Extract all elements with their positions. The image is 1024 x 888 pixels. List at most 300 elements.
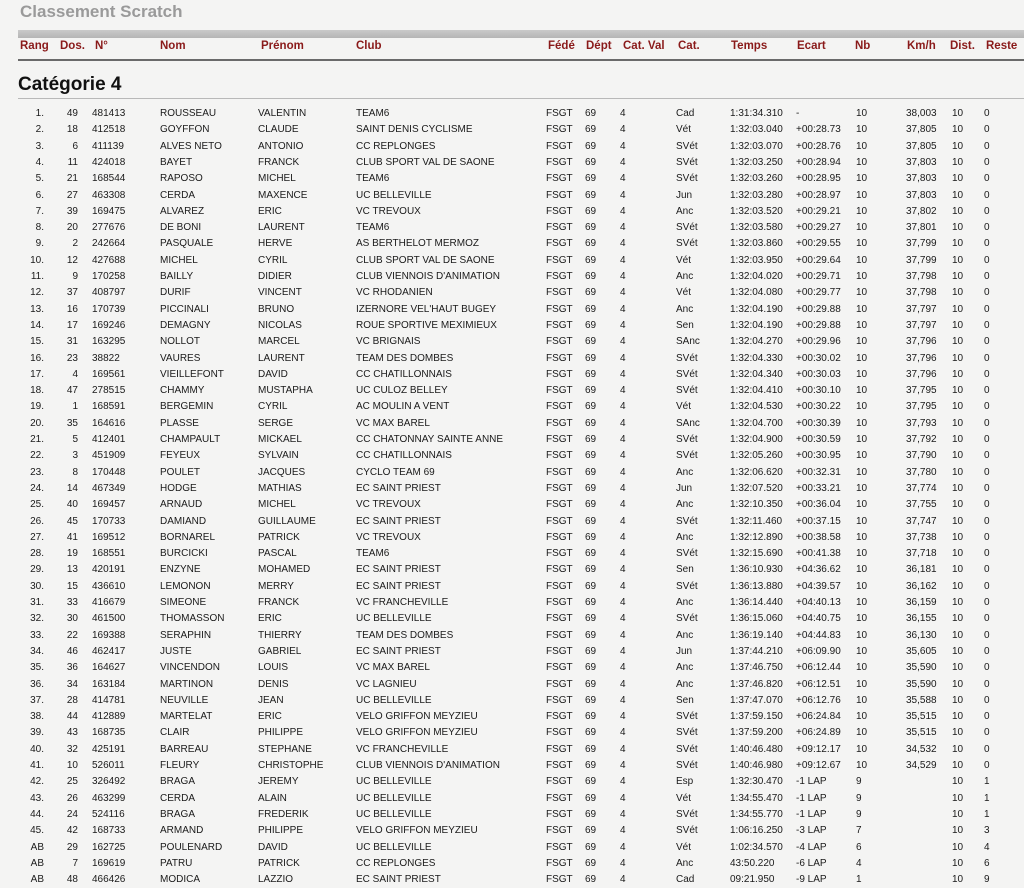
- reste-cell: 0: [984, 140, 990, 152]
- rang-cell: AB: [30, 841, 44, 853]
- dist-cell: 10: [952, 808, 964, 820]
- dossard-cell: 27: [66, 189, 78, 201]
- fede-cell: FSGT: [546, 743, 573, 755]
- ecart-cell: +00:30.59: [796, 434, 841, 445]
- rang-cell: 18.: [30, 385, 44, 397]
- club-cell: UC BELLEVILLE: [356, 776, 432, 788]
- nom-cell: CLAIR: [160, 727, 190, 739]
- catval-cell: 4: [620, 597, 626, 608]
- ecart-cell: +00:32.31: [796, 466, 841, 478]
- club-cell: CLUB VIENNOIS D'ANIMATION: [356, 760, 500, 771]
- nom-cell: THOMASSON: [160, 613, 225, 625]
- rang-cell: 30.: [30, 580, 44, 592]
- dept-cell: 69: [585, 825, 597, 837]
- catval-cell: 4: [620, 319, 626, 331]
- temps-cell: 1:40:46.980: [730, 760, 783, 771]
- kmh-cell: 37,747: [906, 515, 937, 527]
- licence-cell: 326492: [92, 776, 126, 788]
- dist-cell: 10: [952, 271, 964, 282]
- temps-cell: 1:32:04.020: [730, 271, 783, 282]
- rang-cell: 41.: [30, 760, 44, 771]
- dist-cell: 10: [952, 287, 964, 299]
- prenom-cell: SYLVAIN: [258, 450, 299, 462]
- rang-cell: 8.: [35, 222, 44, 234]
- nb-cell: 10: [856, 319, 868, 331]
- table-row: [0, 514, 1024, 530]
- nom-cell: VAURES: [160, 352, 201, 364]
- club-cell: VC TREVOUX: [356, 531, 421, 543]
- kmh-cell: 37,795: [906, 385, 937, 397]
- temps-cell: 1:37:59.200: [730, 727, 783, 739]
- club-cell: CLUB SPORT VAL DE SAONE: [356, 156, 495, 168]
- reste-cell: 0: [984, 336, 990, 348]
- nb-cell: 6: [856, 841, 862, 853]
- rang-cell: 31.: [30, 597, 44, 608]
- club-cell: VC RHODANIEN: [356, 287, 433, 299]
- dept-cell: 69: [585, 580, 597, 592]
- cat-cell: Cad: [676, 874, 695, 886]
- cat-cell: SVét: [676, 743, 698, 755]
- kmh-cell: 36,162: [906, 580, 937, 592]
- nom-cell: ALVES NETO: [160, 140, 222, 152]
- licence-cell: 169512: [92, 531, 126, 543]
- catval-cell: 4: [620, 629, 626, 641]
- reste-cell: 3: [984, 825, 990, 837]
- fede-cell: FSGT: [546, 368, 573, 380]
- dist-cell: 10: [952, 156, 964, 168]
- nom-cell: SERAPHIN: [160, 629, 212, 641]
- nb-cell: 10: [856, 401, 868, 413]
- dossard-cell: 47: [66, 385, 78, 397]
- rang-cell: 10.: [30, 254, 44, 266]
- club-cell: EC SAINT PRIEST: [356, 515, 441, 527]
- catval-cell: 4: [620, 108, 626, 119]
- fede-cell: FSGT: [546, 694, 573, 706]
- fede-cell: FSGT: [546, 874, 573, 886]
- nom-cell: BERGEMIN: [160, 401, 214, 413]
- nb-cell: 10: [856, 124, 868, 136]
- catval-cell: 4: [620, 303, 626, 315]
- prenom-cell: PASCAL: [258, 548, 297, 560]
- nom-cell: BRAGA: [160, 808, 196, 820]
- fede-cell: FSGT: [546, 760, 573, 771]
- dist-cell: 10: [952, 857, 964, 869]
- rang-cell: AB: [30, 874, 44, 886]
- kmh-cell: 37,799: [906, 254, 937, 266]
- table-row: [0, 497, 1024, 513]
- dist-cell: 10: [952, 711, 964, 723]
- nb-cell: 9: [856, 792, 862, 804]
- kmh-cell: 35,588: [906, 694, 937, 706]
- nb-cell: 10: [856, 531, 868, 543]
- cat-cell: Anc: [676, 597, 694, 608]
- nom-cell: ARMAND: [160, 825, 204, 837]
- nb-cell: 10: [856, 271, 868, 282]
- dist-cell: 10: [952, 173, 964, 185]
- rang-cell: 17.: [30, 368, 44, 380]
- ecart-cell: +00:28.97: [796, 189, 841, 201]
- table-row: [0, 677, 1024, 693]
- club-cell: VC FRANCHEVILLE: [356, 597, 449, 608]
- fede-cell: FSGT: [546, 678, 573, 690]
- prenom-cell: FRANCK: [258, 597, 300, 608]
- fede-cell: FSGT: [546, 189, 573, 201]
- club-cell: TEAM DES DOMBES: [356, 352, 454, 364]
- dossard-cell: 7: [72, 857, 78, 869]
- kmh-cell: 37,805: [906, 124, 937, 136]
- nom-cell: FEYEUX: [160, 450, 201, 462]
- nb-cell: 10: [856, 645, 868, 657]
- cat-cell: SVét: [676, 140, 698, 152]
- fede-cell: FSGT: [546, 499, 573, 511]
- prenom-cell: NICOLAS: [258, 319, 302, 331]
- table-row: [0, 236, 1024, 252]
- licence-cell: 424018: [92, 156, 126, 168]
- dossard-cell: 49: [66, 108, 78, 119]
- nom-cell: BORNAREL: [160, 531, 216, 543]
- rang-cell: 44.: [30, 808, 44, 820]
- catval-cell: 4: [620, 515, 626, 527]
- fede-cell: FSGT: [546, 336, 573, 348]
- cat-cell: SVét: [676, 613, 698, 625]
- nom-cell: CERDA: [160, 189, 196, 201]
- catval-cell: 4: [620, 140, 626, 152]
- club-cell: UC BELLEVILLE: [356, 808, 432, 820]
- dist-cell: 10: [952, 466, 964, 478]
- table-row: [0, 318, 1024, 334]
- fede-cell: FSGT: [546, 841, 573, 853]
- dist-cell: 10: [952, 499, 964, 511]
- club-cell: CC CHATILLONNAIS: [356, 368, 452, 380]
- catval-cell: 4: [620, 662, 626, 674]
- club-cell: VELO GRIFFON MEYZIEU: [356, 727, 478, 739]
- nom-cell: CERDA: [160, 792, 196, 804]
- temps-cell: 1:32:04.900: [730, 434, 783, 445]
- licence-cell: 169457: [92, 499, 126, 511]
- dossard-cell: 35: [66, 417, 78, 429]
- catval-cell: 4: [620, 173, 626, 185]
- dist-cell: 10: [952, 580, 964, 592]
- temps-cell: 1:32:03.280: [730, 189, 783, 201]
- reste-cell: 0: [984, 189, 990, 201]
- temps-cell: 1:32:03.520: [730, 205, 783, 217]
- prenom-cell: LAURENT: [258, 352, 305, 364]
- dossard-cell: 12: [66, 254, 78, 266]
- temps-cell: 1:32:04.530: [730, 401, 783, 413]
- temps-cell: 1:32:04.190: [730, 319, 783, 331]
- prenom-cell: DAVID: [258, 368, 288, 380]
- rang-cell: 14.: [30, 319, 44, 331]
- club-cell: CC REPLONGES: [356, 857, 436, 869]
- nb-cell: 10: [856, 450, 868, 462]
- ecart-cell: +00:29.88: [796, 303, 841, 315]
- ecart-cell: +00:28.94: [796, 156, 841, 168]
- table-row: [0, 334, 1024, 350]
- club-cell: TEAM DES DOMBES: [356, 629, 454, 641]
- dist-cell: 10: [952, 727, 964, 739]
- dept-cell: 69: [585, 499, 597, 511]
- catval-cell: 4: [620, 499, 626, 511]
- licence-cell: 427688: [92, 254, 126, 266]
- club-cell: VC MAX BAREL: [356, 417, 430, 429]
- prenom-cell: LAZZIO: [258, 874, 294, 886]
- licence-cell: 164627: [92, 662, 126, 674]
- dept-cell: 69: [585, 124, 597, 136]
- cat-cell: SAnc: [676, 417, 700, 429]
- ecart-cell: +00:29.21: [796, 205, 841, 217]
- nb-cell: 10: [856, 434, 868, 445]
- prenom-cell: MERRY: [258, 580, 294, 592]
- nb-cell: 10: [856, 597, 868, 608]
- licence-cell: 38822: [92, 352, 120, 364]
- kmh-cell: 36,181: [906, 564, 937, 576]
- fede-cell: FSGT: [546, 271, 573, 282]
- cat-cell: SVét: [676, 434, 698, 445]
- licence-cell: 411139: [92, 140, 124, 152]
- ecart-cell: +00:30.39: [796, 417, 841, 429]
- licence-cell: 436610: [92, 580, 126, 592]
- cat-cell: SVét: [676, 760, 698, 771]
- dist-cell: 10: [952, 434, 964, 445]
- reste-cell: 6: [984, 857, 990, 869]
- rang-cell: 4.: [35, 156, 44, 168]
- cat-cell: SVét: [676, 515, 698, 527]
- reste-cell: 1: [984, 776, 990, 788]
- ecart-cell: +04:40.75: [796, 613, 841, 625]
- reste-cell: 0: [984, 222, 990, 234]
- dist-cell: 10: [952, 205, 964, 217]
- rang-cell: 43.: [30, 792, 44, 804]
- ecart-cell: -: [796, 108, 800, 119]
- fede-cell: FSGT: [546, 140, 573, 152]
- licence-cell: 463308: [92, 189, 126, 201]
- reste-cell: 0: [984, 401, 990, 413]
- reste-cell: 0: [984, 711, 990, 723]
- prenom-cell: PATRICK: [258, 531, 300, 543]
- dept-cell: 69: [585, 857, 597, 869]
- nom-cell: LEMONON: [160, 580, 211, 592]
- prenom-cell: LAURENT: [258, 222, 305, 234]
- cat-cell: SVét: [676, 222, 698, 234]
- dist-cell: 10: [952, 874, 964, 886]
- catval-cell: 4: [620, 336, 626, 348]
- nom-cell: ROUSSEAU: [160, 108, 217, 119]
- catval-cell: 4: [620, 694, 626, 706]
- reste-cell: 9: [984, 874, 990, 886]
- reste-cell: 0: [984, 564, 990, 576]
- kmh-cell: 37,755: [906, 499, 937, 511]
- temps-cell: 1:37:46.750: [730, 662, 783, 674]
- dossard-cell: 39: [66, 205, 78, 217]
- dossard-cell: 46: [66, 645, 78, 657]
- rang-cell: 38.: [30, 711, 44, 723]
- reste-cell: 0: [984, 743, 990, 755]
- table-row: [0, 302, 1024, 318]
- fede-cell: FSGT: [546, 401, 573, 413]
- dept-cell: 69: [585, 385, 597, 397]
- club-cell: CLUB VIENNOIS D'ANIMATION: [356, 271, 500, 282]
- table-row: [0, 269, 1024, 285]
- prenom-cell: DIDIER: [258, 271, 292, 282]
- reste-cell: 0: [984, 156, 990, 168]
- fede-cell: FSGT: [546, 108, 573, 119]
- temps-cell: 1:32:10.350: [730, 499, 783, 511]
- reste-cell: 0: [984, 434, 990, 445]
- kmh-cell: 37,793: [906, 417, 937, 429]
- nb-cell: 10: [856, 711, 868, 723]
- prenom-cell: JACQUES: [258, 466, 306, 478]
- prenom-cell: PHILIPPE: [258, 825, 304, 837]
- licence-cell: 467349: [92, 482, 126, 494]
- kmh-cell: 37,803: [906, 189, 937, 201]
- kmh-cell: 35,605: [906, 645, 937, 657]
- reste-cell: 0: [984, 727, 990, 739]
- catval-cell: 4: [620, 417, 626, 429]
- category-rule: [18, 98, 1024, 99]
- club-cell: UC BELLEVILLE: [356, 613, 432, 625]
- club-cell: SAINT DENIS CYCLISME: [356, 124, 473, 136]
- nom-cell: SIMEONE: [160, 597, 207, 608]
- fede-cell: FSGT: [546, 238, 573, 250]
- dept-cell: 69: [585, 401, 597, 413]
- temps-cell: 1:32:03.070: [730, 140, 783, 152]
- cat-cell: SAnc: [676, 336, 700, 348]
- dept-cell: 69: [585, 352, 597, 364]
- temps-cell: 1:32:06.620: [730, 466, 783, 478]
- dept-cell: 69: [585, 108, 597, 119]
- temps-cell: 1:36:19.140: [730, 629, 783, 641]
- dept-cell: 69: [585, 271, 597, 282]
- nom-cell: DE BONI: [160, 222, 202, 234]
- club-cell: IZERNORE VEL'HAUT BUGEY: [356, 303, 497, 315]
- ecart-cell: +04:44.83: [796, 629, 841, 641]
- nb-cell: 10: [856, 564, 868, 576]
- licence-cell: 481413: [92, 108, 126, 119]
- licence-cell: 169619: [92, 857, 126, 869]
- nom-cell: RAPOSO: [160, 173, 203, 185]
- club-cell: TEAM6: [356, 222, 390, 234]
- licence-cell: 524116: [92, 808, 125, 820]
- dept-cell: 69: [585, 678, 597, 690]
- temps-cell: 1:34:55.770: [730, 808, 783, 820]
- header-nom: Nom: [160, 40, 186, 52]
- nb-cell: 10: [856, 580, 868, 592]
- licence-cell: 163295: [92, 336, 126, 348]
- kmh-cell: 37,738: [906, 531, 937, 543]
- cat-cell: Anc: [676, 499, 694, 511]
- kmh-cell: 37,718: [906, 548, 937, 560]
- rang-cell: 21.: [30, 434, 44, 445]
- prenom-cell: DAVID: [258, 841, 288, 853]
- club-cell: VC TREVOUX: [356, 205, 421, 217]
- licence-cell: 466426: [92, 874, 126, 886]
- dossard-cell: 32: [66, 743, 78, 755]
- table-header: [0, 40, 1024, 58]
- nb-cell: 10: [856, 417, 868, 429]
- table-row: [0, 660, 1024, 676]
- nom-cell: BAILLY: [160, 271, 194, 282]
- catval-cell: 4: [620, 792, 626, 804]
- temps-cell: 43:50.220: [730, 857, 775, 869]
- prenom-cell: THIERRY: [258, 629, 302, 641]
- reste-cell: 0: [984, 205, 990, 217]
- kmh-cell: 37,801: [906, 222, 937, 234]
- header-prenom: Prénom: [261, 40, 304, 52]
- dossard-cell: 14: [66, 482, 78, 494]
- licence-cell: 412401: [92, 434, 126, 445]
- ecart-cell: +04:40.13: [796, 597, 841, 608]
- cat-cell: Jun: [676, 645, 693, 657]
- kmh-cell: 36,155: [906, 613, 937, 625]
- kmh-cell: 34,529: [906, 760, 937, 771]
- nom-cell: PATRU: [160, 857, 193, 869]
- dept-cell: 69: [585, 368, 597, 380]
- header-ecart: Ecart: [797, 40, 826, 52]
- rang-cell: 33.: [30, 629, 44, 641]
- cat-cell: SVét: [676, 352, 698, 364]
- club-cell: VELO GRIFFON MEYZIEU: [356, 825, 478, 837]
- dept-cell: 69: [585, 629, 597, 641]
- licence-cell: 425191: [92, 743, 126, 755]
- reste-cell: 0: [984, 662, 990, 674]
- temps-cell: 1:32:05.260: [730, 450, 783, 462]
- cat-cell: SVét: [676, 385, 698, 397]
- dossard-cell: 42: [66, 825, 78, 837]
- catval-cell: 4: [620, 466, 626, 478]
- nb-cell: 10: [856, 499, 868, 511]
- cat-cell: Anc: [676, 629, 694, 641]
- ecart-cell: +00:28.95: [796, 173, 841, 185]
- kmh-cell: 37,790: [906, 450, 937, 462]
- table-row: [0, 546, 1024, 562]
- rang-cell: 40.: [30, 743, 44, 755]
- prenom-cell: GABRIEL: [258, 645, 302, 657]
- fede-cell: FSGT: [546, 385, 573, 397]
- nom-cell: BARREAU: [160, 743, 209, 755]
- cat-cell: Vét: [676, 841, 692, 853]
- cat-cell: SVét: [676, 580, 698, 592]
- temps-cell: 1:32:04.410: [730, 385, 783, 397]
- dossard-cell: 28: [66, 694, 78, 706]
- nom-cell: DURIF: [160, 287, 191, 299]
- header-rang: Rang: [20, 40, 49, 52]
- dossard-cell: 26: [66, 792, 78, 804]
- temps-cell: 1:32:03.950: [730, 254, 783, 266]
- reste-cell: 0: [984, 319, 990, 331]
- table-row: [0, 774, 1024, 790]
- dept-cell: 69: [585, 434, 597, 445]
- prenom-cell: PATRICK: [258, 857, 300, 869]
- nom-cell: CHAMPAULT: [160, 434, 221, 445]
- reste-cell: 0: [984, 450, 990, 462]
- dept-cell: 69: [585, 482, 597, 494]
- dept-cell: 69: [585, 254, 597, 266]
- ecart-cell: +04:36.62: [796, 564, 841, 576]
- club-cell: CYCLO TEAM 69: [356, 466, 435, 478]
- dist-cell: 10: [952, 352, 964, 364]
- nom-cell: ALVAREZ: [160, 205, 205, 217]
- dept-cell: 69: [585, 548, 597, 560]
- dossard-cell: 48: [66, 874, 78, 886]
- title-rule: [18, 30, 1024, 38]
- dept-cell: 69: [585, 466, 597, 478]
- cat-cell: SVét: [676, 173, 698, 185]
- temps-cell: 1:32:11.460: [730, 515, 783, 527]
- dossard-cell: 29: [66, 841, 78, 853]
- reste-cell: 0: [984, 466, 990, 478]
- header-temps: Temps: [731, 40, 768, 52]
- reste-cell: 0: [984, 368, 990, 380]
